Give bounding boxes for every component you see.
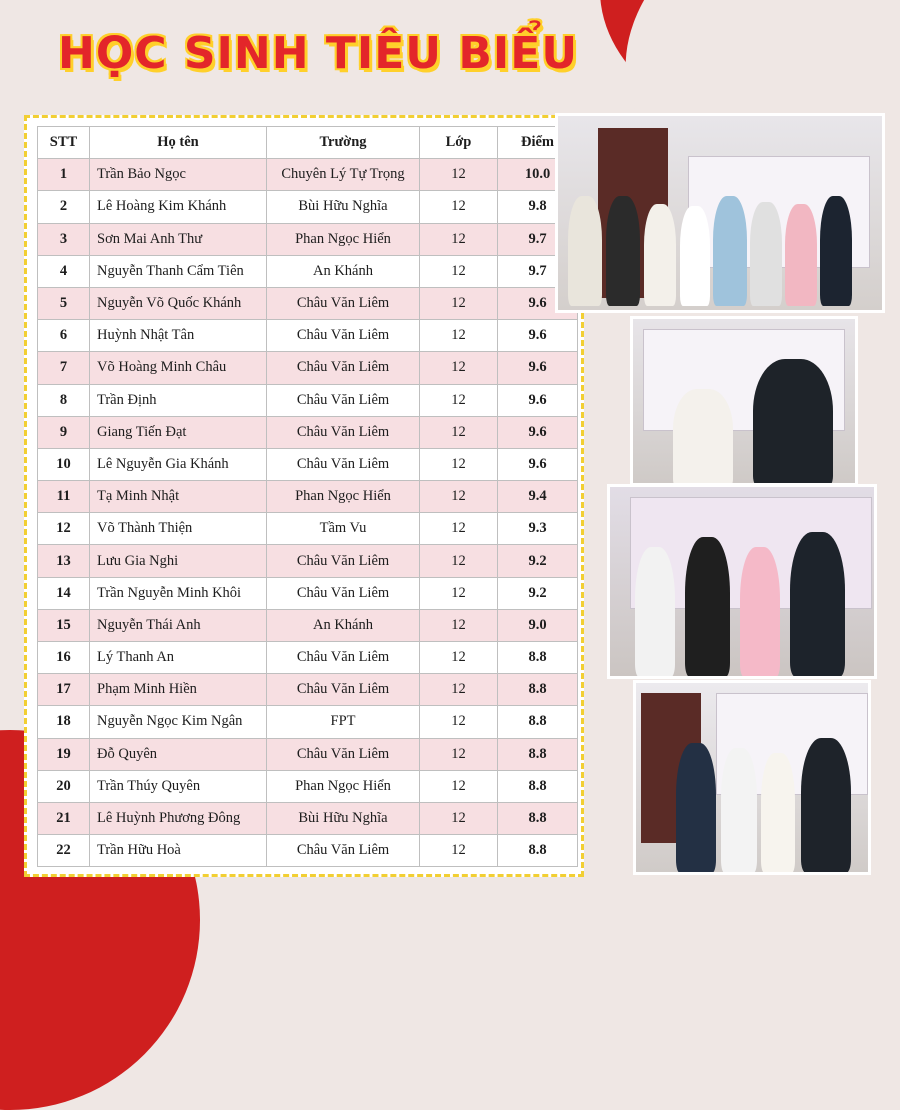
cell-school: Tầm Vu [267,513,420,545]
person [790,532,845,677]
cell-school: Châu Văn Liêm [267,384,420,416]
cell-stt: 9 [38,416,90,448]
cell-score: 8.8 [498,770,578,802]
cell-stt: 16 [38,642,90,674]
table-row [38,384,578,416]
cell-name: Trần Nguyễn Minh Khôi [90,577,267,609]
cell-school: Phan Ngọc Hiển [267,770,420,802]
page-title: HỌC SINH TIÊU BIỂU [58,28,579,79]
cell-score: 8.8 [498,802,578,834]
cell-name: Trần Định [90,384,267,416]
cell-name: Trần Hữu Hoà [90,835,267,867]
cell-name: Lưu Gia Nghi [90,545,267,577]
cell-name: Phạm Minh Hiền [90,674,267,706]
table-row [38,448,578,480]
person [685,537,730,677]
cell-school: FPT [267,706,420,738]
cell-school: Châu Văn Liêm [267,738,420,770]
person [740,547,780,677]
cell-name: Nguyễn Võ Quốc Khánh [90,287,267,319]
cell-score: 9.6 [498,448,578,480]
cell-grade: 12 [420,802,498,834]
table-row [38,416,578,448]
person [761,753,795,873]
header-score: Điểm [498,127,578,159]
cell-stt: 5 [38,287,90,319]
cell-stt: 15 [38,609,90,641]
cell-stt: 7 [38,352,90,384]
cell-stt: 14 [38,577,90,609]
cell-score: 9.0 [498,609,578,641]
cell-score: 9.2 [498,577,578,609]
cell-stt: 8 [38,384,90,416]
cell-name: Nguyễn Thái Anh [90,609,267,641]
table-row [38,159,578,191]
cell-school: Châu Văn Liêm [267,835,420,867]
table-row [38,287,578,319]
cell-grade: 12 [420,770,498,802]
cell-name: Nguyễn Thanh Cẩm Tiên [90,255,267,287]
cell-school: Châu Văn Liêm [267,545,420,577]
person [801,738,851,873]
table-row [38,191,578,223]
cell-stt: 1 [38,159,90,191]
cell-stt: 6 [38,320,90,352]
cell-school: Châu Văn Liêm [267,448,420,480]
person [785,204,817,306]
cell-school: Châu Văn Liêm [267,320,420,352]
cell-school: Châu Văn Liêm [267,674,420,706]
cell-stt: 17 [38,674,90,706]
cell-grade: 12 [420,545,498,577]
person [721,748,757,873]
cell-score: 9.4 [498,481,578,513]
cell-score: 8.8 [498,642,578,674]
cell-grade: 12 [420,481,498,513]
header-school: Trường [267,127,420,159]
cell-stt: 12 [38,513,90,545]
table-row [38,802,578,834]
table-row [38,223,578,255]
cell-grade: 12 [420,609,498,641]
cell-grade: 12 [420,191,498,223]
cell-grade: 12 [420,287,498,319]
person [568,196,602,306]
header-name: Họ tên [90,127,267,159]
cell-score: 9.6 [498,416,578,448]
cell-score: 8.8 [498,835,578,867]
cell-school: Bùi Hữu Nghĩa [267,191,420,223]
table-row [38,513,578,545]
table-row [38,835,578,867]
cell-score: 9.6 [498,352,578,384]
cell-stt: 20 [38,770,90,802]
cell-name: Nguyễn Ngọc Kim Ngân [90,706,267,738]
group-photo-1 [555,113,885,313]
person [753,359,833,486]
group-photo-2 [630,316,858,486]
table-row [38,352,578,384]
cell-grade: 12 [420,706,498,738]
cell-score: 9.3 [498,513,578,545]
cell-school: Châu Văn Liêm [267,352,420,384]
cell-grade: 12 [420,320,498,352]
table-row [38,706,578,738]
cell-stt: 13 [38,545,90,577]
cell-grade: 12 [420,577,498,609]
cell-name: Lê Hoàng Kim Khánh [90,191,267,223]
header-stt: STT [38,127,90,159]
cell-stt: 22 [38,835,90,867]
cell-score: 10.0 [498,159,578,191]
cell-score: 9.7 [498,223,578,255]
cell-stt: 3 [38,223,90,255]
cell-school: Phan Ngọc Hiển [267,223,420,255]
scores-table [37,126,578,867]
table-row [38,481,578,513]
cell-school: Châu Văn Liêm [267,287,420,319]
group-photo-3 [607,484,877,679]
cell-stt: 4 [38,255,90,287]
cell-score: 8.8 [498,706,578,738]
cell-stt: 21 [38,802,90,834]
cell-name: Lê Huỳnh Phương Đông [90,802,267,834]
person [713,196,747,306]
cell-name: Giang Tiến Đạt [90,416,267,448]
cell-grade: 12 [420,159,498,191]
table-row [38,609,578,641]
table-body [38,159,578,867]
table-row [38,545,578,577]
cell-grade: 12 [420,255,498,287]
person [820,196,852,306]
cell-grade: 12 [420,674,498,706]
cell-name: Lê Nguyễn Gia Khánh [90,448,267,480]
cell-grade: 12 [420,642,498,674]
cell-name: Trần Thúy Quyên [90,770,267,802]
scores-table-frame [24,115,584,877]
cell-name: Võ Thành Thiện [90,513,267,545]
cell-score: 9.6 [498,287,578,319]
cell-score: 9.6 [498,320,578,352]
table-row [38,738,578,770]
cell-school: An Khánh [267,255,420,287]
table-header-row [38,127,578,159]
cell-score: 9.8 [498,191,578,223]
cell-name: Huỳnh Nhật Tân [90,320,267,352]
person [635,547,675,677]
table-row [38,674,578,706]
cell-score: 8.8 [498,738,578,770]
cell-grade: 12 [420,738,498,770]
header-grade: Lớp [420,127,498,159]
cell-school: An Khánh [267,609,420,641]
person [680,206,710,306]
cell-score: 9.2 [498,545,578,577]
cell-stt: 18 [38,706,90,738]
cell-name: Sơn Mai Anh Thư [90,223,267,255]
person [673,389,733,486]
person [644,204,676,306]
cell-school: Châu Văn Liêm [267,416,420,448]
cell-stt: 2 [38,191,90,223]
cell-grade: 12 [420,416,498,448]
group-photo-4 [633,680,871,875]
cell-name: Lý Thanh An [90,642,267,674]
cell-grade: 12 [420,513,498,545]
cell-stt: 10 [38,448,90,480]
cell-name: Trần Bảo Ngọc [90,159,267,191]
cell-school: Phan Ngọc Hiển [267,481,420,513]
cell-grade: 12 [420,223,498,255]
cell-grade: 12 [420,352,498,384]
table-row [38,770,578,802]
table-row [38,255,578,287]
cell-school: Bùi Hữu Nghĩa [267,802,420,834]
cell-score: 8.8 [498,674,578,706]
cell-score: 9.7 [498,255,578,287]
cell-grade: 12 [420,448,498,480]
person [606,196,640,306]
table-row [38,642,578,674]
cell-name: Tạ Minh Nhật [90,481,267,513]
table-row [38,577,578,609]
cell-school: Châu Văn Liêm [267,577,420,609]
cell-stt: 11 [38,481,90,513]
cell-school: Chuyên Lý Tự Trọng [267,159,420,191]
cell-grade: 12 [420,384,498,416]
person [676,743,716,873]
cell-grade: 12 [420,835,498,867]
cell-name: Võ Hoàng Minh Châu [90,352,267,384]
cell-name: Đỗ Quyên [90,738,267,770]
cell-stt: 19 [38,738,90,770]
table-row [38,320,578,352]
cell-score: 9.6 [498,384,578,416]
person [750,202,782,306]
cell-school: Châu Văn Liêm [267,642,420,674]
